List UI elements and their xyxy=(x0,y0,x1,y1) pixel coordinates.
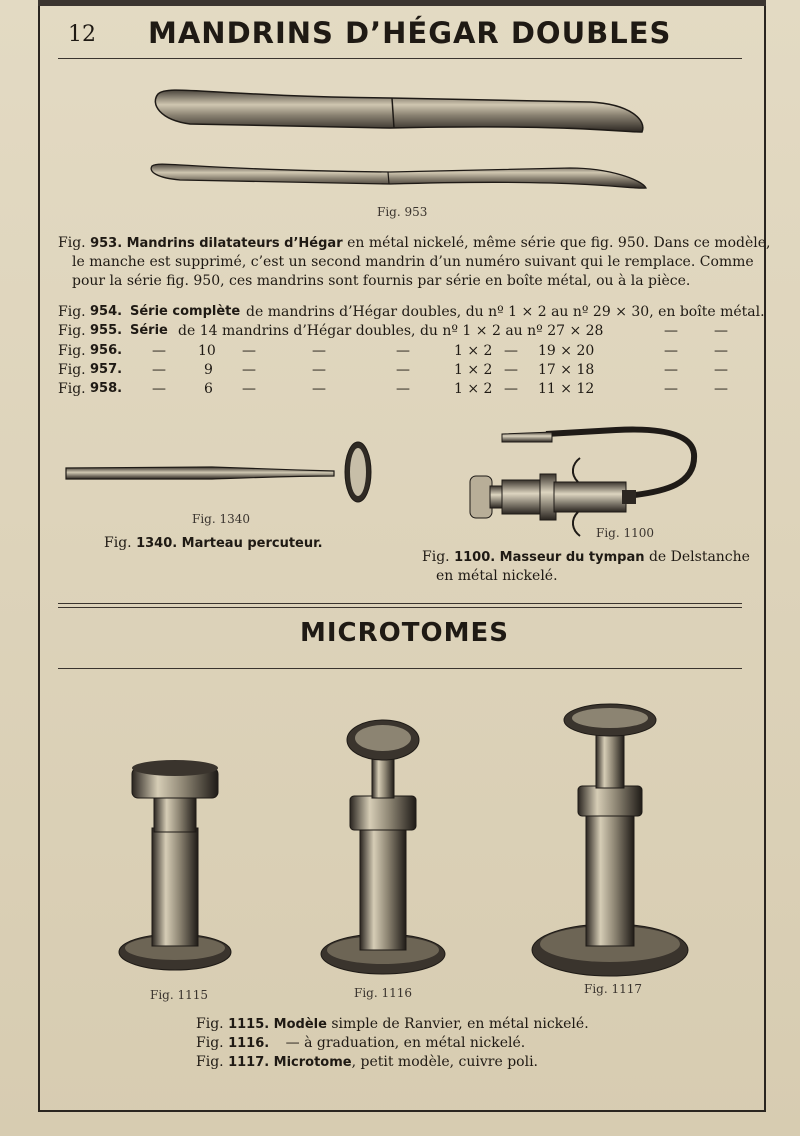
fig953-line2: le manche est supprimé, c’est un second mandrin d’un numéro suivant qui le remplace. Comme xyxy=(72,254,754,270)
fig-label: Fig. xyxy=(196,1016,224,1032)
fig1340-description xyxy=(104,534,323,553)
row-957 xyxy=(58,362,748,380)
fig1100-line2: en métal nickelé. xyxy=(436,568,558,584)
item-bold-name: Modèle xyxy=(273,1017,327,1032)
microtome-1117-illustration xyxy=(530,700,690,980)
row-dash: — xyxy=(504,343,518,359)
row-rest: de mandrins d’Hégar doubles, du nº 1 × 2 au nº 29 × 30, en boîte métal. xyxy=(246,304,765,320)
item-rest: , petit modèle, cuivre poli. xyxy=(351,1054,539,1070)
row-from: 1 × 2 xyxy=(454,362,493,378)
fig-number: 1116. xyxy=(228,1036,270,1051)
row-dash: — xyxy=(312,343,326,359)
row-count: 9 xyxy=(204,362,213,378)
fig953-line3: pour la série fig. 950, ces mandrins sont fournis par série en boîte métal, ou à la pièce. xyxy=(72,273,691,289)
row-num: 954. xyxy=(90,304,123,319)
fig-number: 1340. xyxy=(136,536,178,551)
item-rest: simple de Ranvier, en métal nickelé. xyxy=(326,1016,589,1032)
row-dash: — xyxy=(504,362,518,378)
row-dash: — xyxy=(664,343,678,359)
row-bold: Série xyxy=(130,323,168,338)
row-958 xyxy=(58,381,748,399)
row-count: 6 xyxy=(204,381,213,397)
row-955 xyxy=(58,323,748,341)
section-rule-top-2 xyxy=(58,607,742,608)
row-fig: Fig. xyxy=(58,381,86,397)
fig953-bold-name: Mandrins dilatateurs d’Hégar xyxy=(126,236,343,251)
microtome-1116-illustration xyxy=(318,716,448,980)
row-dash: — xyxy=(504,381,518,397)
row-dash: — xyxy=(242,381,256,397)
fig1100-caption: Fig. 1100 xyxy=(596,526,655,540)
row-dash: — xyxy=(664,381,678,397)
fig-number: 1117. xyxy=(228,1055,270,1070)
row-desc: de 14 mandrins d’Hégar doubles, du nº 1 × 2 au nº 27 × 28 xyxy=(178,323,604,339)
row-to: 19 × 20 xyxy=(538,343,595,359)
row-dash: — xyxy=(396,362,410,378)
row-fig: Fig. xyxy=(58,362,86,378)
fig-number: 1115. xyxy=(228,1017,270,1032)
fig1116-caption: Fig. 1116 xyxy=(354,986,413,1000)
fig953-caption: Fig. 953 xyxy=(377,205,428,219)
fig-label: Fig. xyxy=(58,235,91,251)
fig1100-description xyxy=(422,548,750,586)
section-title: MICROTOMES xyxy=(300,618,509,648)
item-rest: — à graduation, en métal nickelé. xyxy=(285,1035,526,1051)
fig-label: Fig. xyxy=(196,1054,224,1070)
fig1340-bold-name: Marteau percuteur. xyxy=(181,536,323,551)
fig1117-caption: Fig. 1117 xyxy=(584,982,643,996)
row-count: 10 xyxy=(198,343,216,359)
list-item xyxy=(196,1015,589,1034)
microtomes-list xyxy=(196,1015,589,1072)
row-num: 956. xyxy=(90,343,123,358)
item-bold-name: Microtome xyxy=(273,1055,352,1070)
row-dash: — xyxy=(312,362,326,378)
percussion-hammer-illustration xyxy=(62,438,378,508)
row-dash: — xyxy=(396,343,410,359)
microtome-1115-illustration xyxy=(118,758,232,982)
row-fig: Fig. xyxy=(58,343,86,359)
row-dash: — xyxy=(312,381,326,397)
row-dash: — xyxy=(664,362,678,378)
fig1100-rest: de Delstanche xyxy=(644,549,750,565)
row-from: 1 × 2 xyxy=(454,381,493,397)
row-num: 957. xyxy=(90,362,123,377)
row-num: 958. xyxy=(90,381,123,396)
list-item xyxy=(196,1034,589,1053)
row-dash: — xyxy=(396,381,410,397)
title-rule xyxy=(58,58,742,59)
section-rule-top xyxy=(58,603,742,604)
fig953-line1: en métal nickelé, même série que fig. 950. Dans ce modèle, xyxy=(342,235,771,251)
page-title: MANDRINS D’HÉGAR DOUBLES xyxy=(148,16,672,50)
row-num: 955. xyxy=(90,323,123,338)
row-fig: Fig. xyxy=(58,323,86,339)
fig-label: Fig. xyxy=(196,1035,224,1051)
row-dash: — xyxy=(152,343,166,359)
row-dash: — xyxy=(152,381,166,397)
fig1115-caption: Fig. 1115 xyxy=(150,988,209,1002)
fig-number: 1100. xyxy=(454,550,496,565)
row-dash: — xyxy=(664,323,678,339)
row-dash: — xyxy=(714,343,728,359)
fig1340-caption: Fig. 1340 xyxy=(192,512,251,526)
fig953-description xyxy=(58,234,771,291)
fig-label: Fig. xyxy=(422,549,455,565)
hegar-dilators-illustration xyxy=(150,80,650,195)
row-dash: — xyxy=(152,362,166,378)
page-number: 12 xyxy=(68,22,96,47)
row-dash: — xyxy=(714,362,728,378)
fig-number: 953. xyxy=(90,236,123,251)
row-from: 1 × 2 xyxy=(454,343,493,359)
row-dash: — xyxy=(242,362,256,378)
section-rule-bottom xyxy=(58,668,742,669)
row-dash: — xyxy=(714,323,728,339)
row-954 xyxy=(58,304,765,322)
list-item xyxy=(196,1053,589,1072)
row-fig: Fig. xyxy=(58,304,86,320)
row-to: 17 × 18 xyxy=(538,362,595,378)
tympanic-massager-illustration xyxy=(466,424,702,544)
fig1100-bold-name: Masseur du tympan xyxy=(499,550,645,565)
row-dash: — xyxy=(714,381,728,397)
row-956 xyxy=(58,343,748,361)
row-to: 11 × 12 xyxy=(538,381,595,397)
row-dash: — xyxy=(242,343,256,359)
fig-label: Fig. xyxy=(104,535,137,551)
row-bold: Série complète xyxy=(130,304,241,319)
